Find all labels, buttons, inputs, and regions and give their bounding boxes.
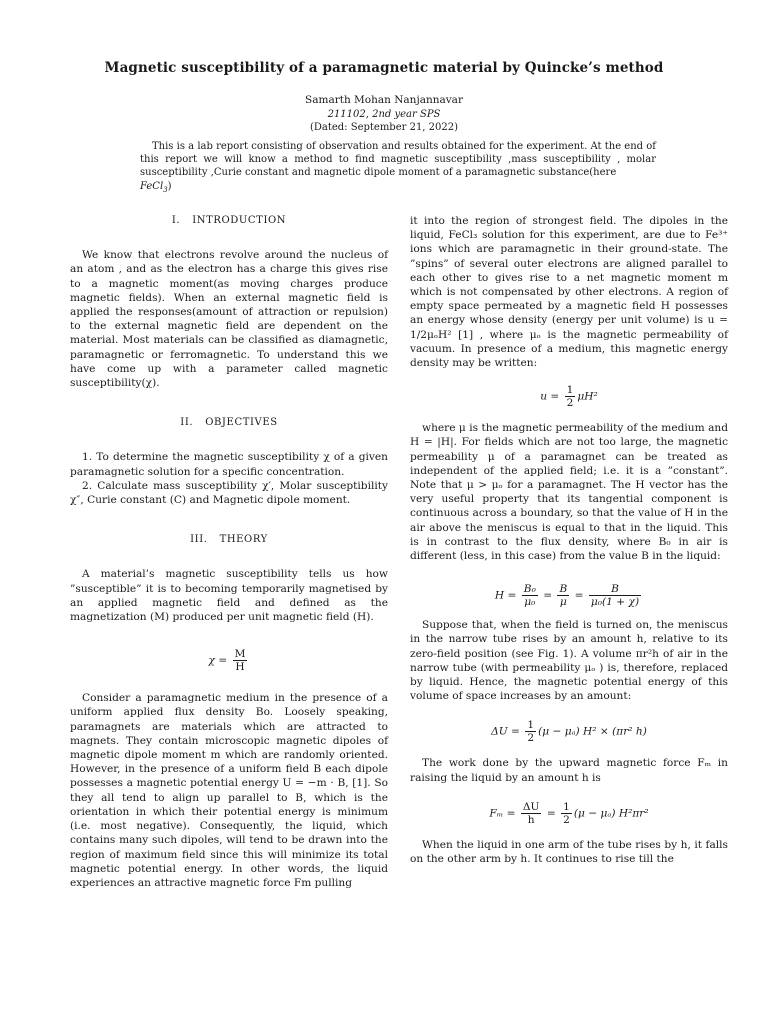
left-column [70,214,388,890]
abstract-text: This is a lab report consisting of observation and results obtained for the experiment. At the end of this report we will know a method to find magnetic susceptibility ,mass susceptibility , molar susceptibility ,Curie constant and magnetic dipole moment of a paramagnetic substance(here [140,141,656,179]
date-line: (Dated: September 21, 2022) [309,122,459,133]
theory-paragraph-2: Consider a paramagnetic medium in the presence of a uniform applied flux density Bo. Loosely speaking, paramagnets are materials which are attracted to magnets. They contain microscopic magnetic dipoles of magnetic dipole moment m which are randomly oriented. However, in the presence of a uniform field B each dipole possesses a magnetic potential energy U = −m · B, [1]. So they all tend to align up parallel to B, which is the orientation in which their potential energy is minimum (i.e. most negative). Consequently, the liquid, which contains many such dipoles, will tend to be drawn into the region of maximum field since this will minimize its total magnetic potential energy. In other words, the liquid experiences an attractive magnetic force Fm pulling [70,692,388,889]
theory-paragraph-1: A material’s magnetic susceptibility tells us how ”susceptible” it is to becoming temporarily magnetised by an applied magnetic field and defined as the magnetization (M) produced per unit magnetic field (H). [70,568,388,624]
right-paragraph-5: When the liquid in one arm of the tube rises by h, it falls on the other arm by h. It continues to rise till the [410,838,728,866]
abstract: This is a lab report consisting of observation and results obtained for the experiment. At the end of this report we will know a method to find magnetic susceptibility ,mass susceptibility , molar susceptibility ,Curie constant and magnetic dipole moment of a paramagnetic substance(here FeCl$_3$) [140,141,656,194]
paper-title: Magnetic susceptibility of a paramagnetic material by Quincke’s method [104,60,664,76]
introduction-paragraph: We know that electrons revolve around the nucleus of an atom , and as the electron has a charge this gives rise to a magnetic moment(as moving charges produce magnetic fields). When an external magnetic field is applied the responses(amount of attraction or repulsion) to the external magnetic field are dependent on the material. Most materials can be classified as diamagnetic, paramagnetic or ferromagnetic. To understand this we have come up with a parameter called magnetic susceptibility(χ). [70,249,388,390]
abstract-compound: FeCl$_3$ [140,180,168,194]
equation-h-field: H = $\frac{\text{B₀}}{\text{μ₀}}$ = $\frac{B}{\mu}$ = $\frac{B}{\text{μ₀(1 + χ)}}$ [494,583,640,609]
author-name: Samarth Mohan Nanjannavar [305,94,463,106]
right-column [410,214,728,866]
equation-susceptibility: χ = $\frac{M}{H}$ [208,648,246,674]
section-heading-theory: III. THEORY [190,534,268,546]
right-paragraph-2: where μ is the magnetic permeability of the medium and H = |H|. For fields which are not too large, the magnetic permeability μ of a paramagnet can be treated as independent of the applied field; i.e. it is a ”constant”. Note that μ > μₒ for a paramagnet. The H vector has the very useful property that its tangential component is continuous across a boundary, so that the value of H in the air above the meniscus is equal to that in the liquid. This is in contrast to the flux density, where B₀ in air is different (less, in this case) from the value B in the liquid: [410,422,728,563]
equation-delta-u: ΔU = $\frac{1}{2}$ (μ − μₐ) H² × (πr² h) [491,719,647,745]
equation-energy-density: u = $\frac{1}{2}$ μH² [540,384,598,410]
right-paragraph-1: it into the region of strongest field. The dipoles in the liquid, FeCl₃ solution for this experiment, are due to Fe³⁺ ions which are paramagnetic in their ground-state. The ”spins” of several outer electrons are aligned parallel to each other to gives rise to a net magnetic moment m which is not compensated by other electrons. A region of empty space permeated by a magnetic field H possesses an energy whose density (energy per unit volume) is u = 1/2μₒH² [1] , where μₒ is the magnetic permeability of vacuum. In presence of a medium, this magnetic energy density may be written: [410,215,728,370]
right-paragraph-4: The work done by the upward magnetic force Fₘ in raising the liquid by an amount h is [410,757,728,784]
right-paragraph-3: Suppose that, when the field is turned on, the meniscus in the narrow tube rises by an amount h, relative to its zero-field position (see Fig. 1). A volume πr²h of air in the narrow tube (with permeability μₒ ) is, therefore, replaced by liquid. Hence, the magnetic potential energy of this volume of space increases by an amount: [410,619,728,703]
objective-item-2: 2. Calculate mass susceptibility χ′, Molar susceptibility χ″, Curie constant (C) and Magnetic dipole moment. [70,479,388,507]
section-heading-introduction: I. INTRODUCTION [171,215,287,226]
author-affiliation: 211102, 2nd year SPS [327,109,441,120]
objective-item-1: 1. To determine the magnetic susceptibility χ of a given paramagnetic solution for a specific concentration. [70,451,388,478]
equation-magnetic-force: Fₘ = $\frac{\Delta U}{h}$ = $\frac{1}{2}$ (μ − μₐ) H²πr² [489,800,649,826]
section-heading-objectives: II. OBJECTIVES [180,417,278,429]
